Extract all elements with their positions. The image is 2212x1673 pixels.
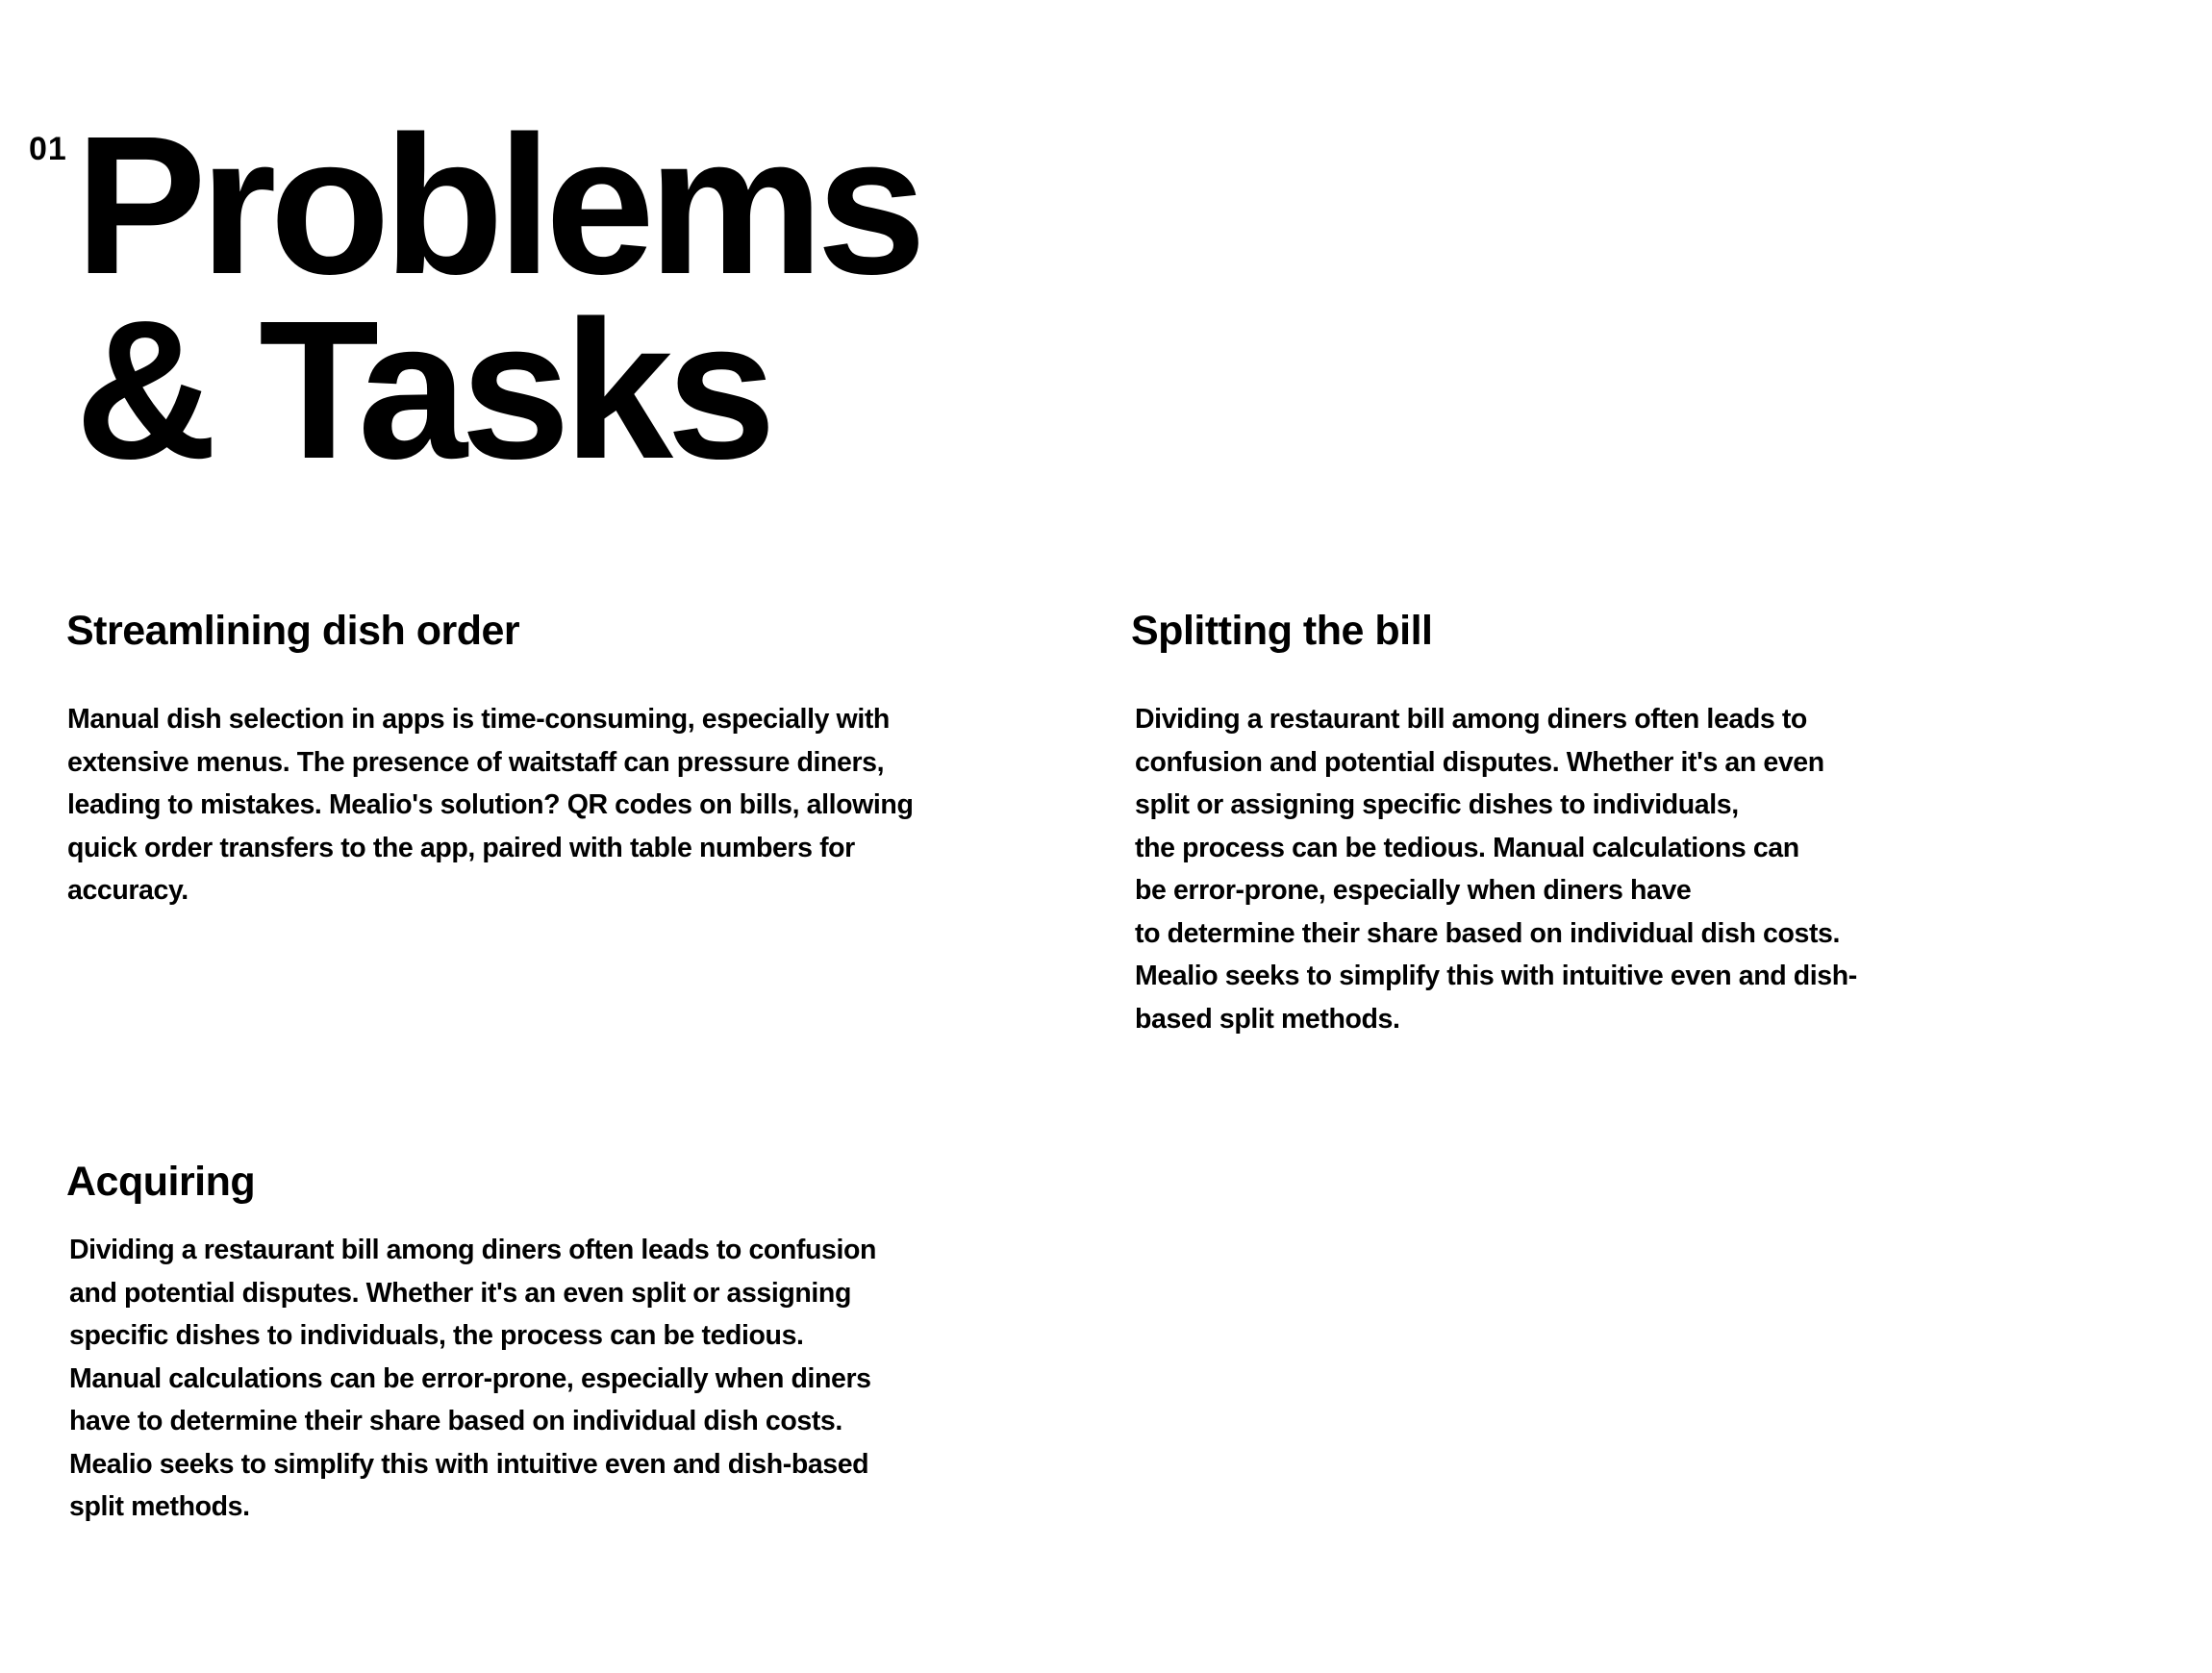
text-line: and potential disputes. Whether it's an even split or assigning <box>69 1277 851 1309</box>
text-line: confusion and potential disputes. Whether it's an even <box>1135 746 1824 778</box>
page-title <box>75 95 920 500</box>
text-line: specific dishes to individuals, the process can be tedious. <box>69 1320 804 1351</box>
text-streamlining-dish-order <box>67 698 913 912</box>
text-line: Manual dish selection in apps is time-consuming, especially with <box>67 704 890 735</box>
text-line: be error-prone, especially when diners have <box>1135 875 1692 906</box>
text-line: extensive menus. The presence of waitstaff can pressure diners, <box>67 746 885 778</box>
text-acquiring <box>69 1229 876 1529</box>
text-line: leading to mistakes. Mealio's solution? QR codes on bills, allowing <box>67 789 914 820</box>
heading-acquiring: Acquiring <box>66 1159 256 1205</box>
text-splitting-the-bill <box>1135 698 1857 1040</box>
text-line: Mealio seeks to simplify this with intuitive even and dish-based <box>69 1448 869 1480</box>
text-line: Manual calculations can be error-prone, especially when diners <box>69 1362 871 1394</box>
page-title-line-2: & Tasks <box>75 280 770 500</box>
page-title-line-1: Problems <box>75 95 920 315</box>
heading-streamlining-dish-order: Streamlining dish order <box>66 608 520 654</box>
text-line: Mealio seeks to simplify this with intuitive even and dish- <box>1135 961 1857 991</box>
heading-splitting-the-bill: Splitting the bill <box>1131 608 1433 654</box>
text-line: split or assigning specific dishes to individuals, <box>1135 789 1739 820</box>
section-number: 01 <box>29 131 67 167</box>
text-line: the process can be tedious. Manual calculations can <box>1135 832 1799 863</box>
text-line: accuracy. <box>67 875 189 906</box>
text-line: have to determine their share based on individual dish costs. <box>69 1406 842 1436</box>
text-line: quick order transfers to the app, paired with table numbers for <box>67 832 855 863</box>
text-line: Dividing a restaurant bill among diners often leads to confusion <box>69 1235 877 1265</box>
text-line: to determine their share based on individual dish costs. <box>1135 917 1841 949</box>
text-line: Dividing a restaurant bill among diners often leads to <box>1135 704 1807 735</box>
text-line: split methods. <box>69 1491 250 1522</box>
text-line: based split methods. <box>1135 1003 1400 1035</box>
